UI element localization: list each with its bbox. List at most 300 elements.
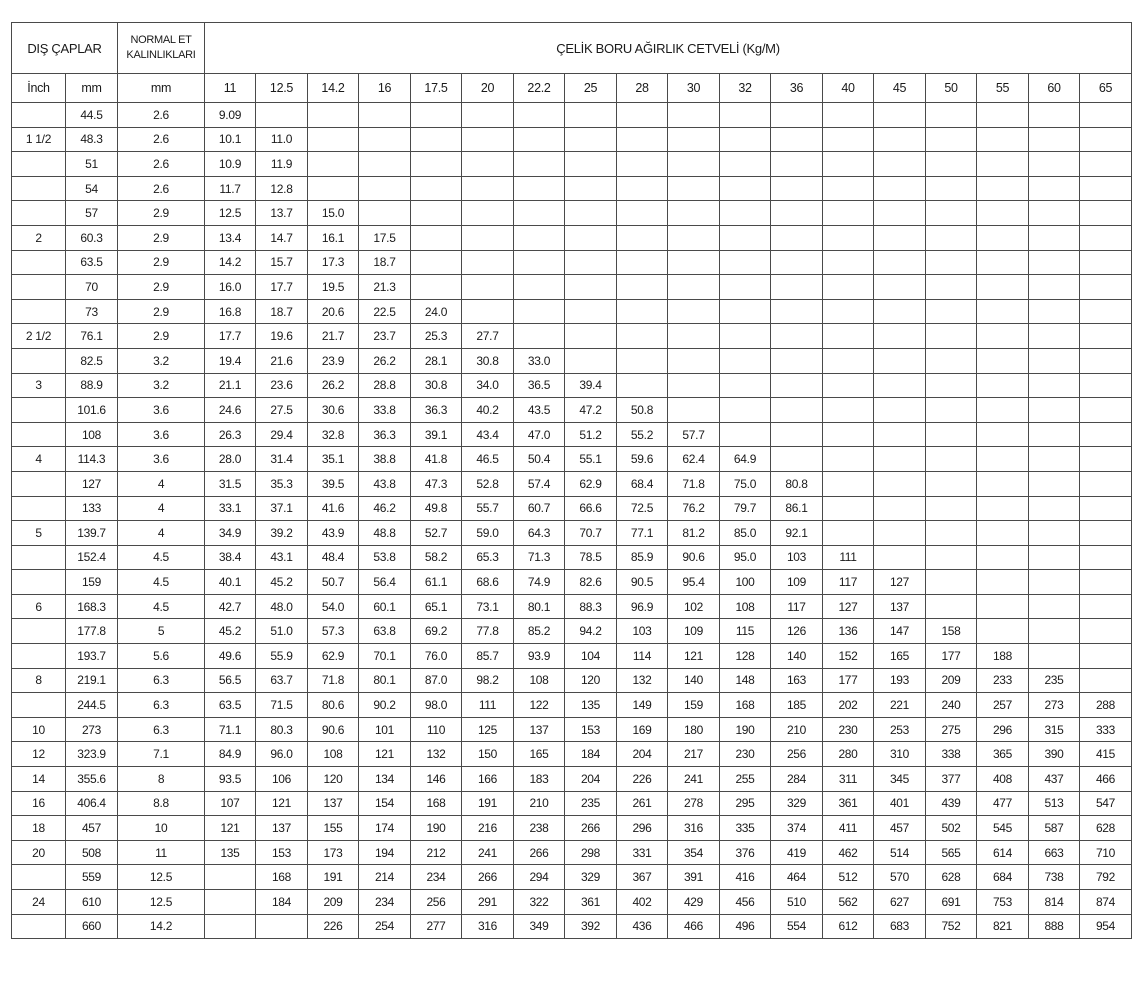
inch-cell — [12, 644, 66, 669]
weight-cell: 31.4 — [256, 447, 308, 472]
weight-cell: 155 — [308, 816, 359, 841]
weight-cell: 46.5 — [462, 447, 514, 472]
thickness-header: 30 — [668, 74, 720, 103]
weight-cell — [462, 127, 514, 152]
weight-cell: 111 — [823, 545, 874, 570]
mm-cell: 457 — [66, 816, 118, 841]
weight-cell: 21.7 — [308, 324, 359, 349]
table-row — [12, 398, 1132, 423]
table-row — [12, 570, 1132, 595]
weight-cell: 109 — [771, 570, 823, 595]
weight-cell: 234 — [411, 865, 462, 890]
weight-cell — [926, 348, 977, 373]
weight-cell: 58.2 — [411, 545, 462, 570]
weight-cell: 71.5 — [256, 693, 308, 718]
pipe-weight-table — [11, 22, 1132, 939]
weight-cell — [668, 324, 720, 349]
weight-cell: 502 — [926, 816, 977, 841]
weight-cell — [462, 152, 514, 177]
wall-thickness-cell: 3.2 — [118, 348, 205, 373]
weight-cell: 108 — [308, 742, 359, 767]
weight-cell — [977, 570, 1029, 595]
weight-cell: 256 — [771, 742, 823, 767]
weight-cell: 109 — [668, 619, 720, 644]
table-body — [12, 103, 1132, 939]
wall-thickness-cell: 3.6 — [118, 447, 205, 472]
weight-cell: 104 — [565, 644, 617, 669]
inch-cell: 12 — [12, 742, 66, 767]
weight-cell: 255 — [720, 767, 771, 792]
weight-cell: 98.2 — [462, 668, 514, 693]
weight-cell: 21.1 — [205, 373, 256, 398]
weight-cell: 48.0 — [256, 594, 308, 619]
weight-cell — [823, 471, 874, 496]
thickness-header: 11 — [205, 74, 256, 103]
wall-thickness-cell: 4.5 — [118, 545, 205, 570]
weight-cell: 117 — [771, 594, 823, 619]
weight-cell: 90.2 — [359, 693, 411, 718]
weight-cell: 15.7 — [256, 250, 308, 275]
weight-cell — [720, 250, 771, 275]
inch-cell: 2 1/2 — [12, 324, 66, 349]
weight-cell — [1080, 348, 1132, 373]
weight-cell: 28.1 — [411, 348, 462, 373]
weight-cell — [771, 103, 823, 128]
weight-cell: 108 — [514, 668, 565, 693]
weight-cell — [874, 103, 926, 128]
weight-cell — [874, 250, 926, 275]
weight-cell — [771, 447, 823, 472]
weight-cell: 217 — [668, 742, 720, 767]
wall-thickness-cell: 2.6 — [118, 127, 205, 152]
weight-cell: 614 — [977, 840, 1029, 865]
weight-cell: 148 — [720, 668, 771, 693]
weight-cell — [977, 545, 1029, 570]
thickness-header: 55 — [977, 74, 1029, 103]
weight-cell: 17.7 — [205, 324, 256, 349]
weight-cell: 173 — [308, 840, 359, 865]
weight-cell: 90.6 — [308, 717, 359, 742]
weight-cell — [977, 176, 1029, 201]
weight-cell: 95.0 — [720, 545, 771, 570]
weight-cell: 888 — [1029, 914, 1080, 939]
weight-cell: 47.2 — [565, 398, 617, 423]
weight-cell: 16.1 — [308, 225, 359, 250]
wall-thickness-cell: 2.9 — [118, 225, 205, 250]
weight-cell: 125 — [462, 717, 514, 742]
weight-cell: 374 — [771, 816, 823, 841]
weight-cell: 322 — [514, 890, 565, 915]
weight-cell — [514, 176, 565, 201]
weight-cell — [462, 225, 514, 250]
weight-cell — [926, 299, 977, 324]
weight-cell — [308, 127, 359, 152]
weight-cell: 110 — [411, 717, 462, 742]
weight-cell — [874, 373, 926, 398]
inch-cell — [12, 275, 66, 300]
table-row — [12, 275, 1132, 300]
wall-thickness-cell: 8 — [118, 767, 205, 792]
weight-cell: 753 — [977, 890, 1029, 915]
weight-cell: 280 — [823, 742, 874, 767]
weight-cell — [514, 127, 565, 152]
weight-cell — [514, 225, 565, 250]
weight-cell — [926, 422, 977, 447]
weight-cell — [617, 152, 668, 177]
weight-cell — [977, 422, 1029, 447]
weight-cell — [771, 275, 823, 300]
mm-cell: 152.4 — [66, 545, 118, 570]
inch-cell — [12, 348, 66, 373]
weight-cell: 165 — [514, 742, 565, 767]
weight-cell: 627 — [874, 890, 926, 915]
weight-cell: 316 — [462, 914, 514, 939]
thickness-header: 17.5 — [411, 74, 462, 103]
inch-column-header: İnch — [12, 74, 66, 103]
weight-cell: 78.5 — [565, 545, 617, 570]
weight-cell: 77.1 — [617, 521, 668, 546]
weight-cell: 253 — [874, 717, 926, 742]
mm-cell: 60.3 — [66, 225, 118, 250]
weight-cell — [514, 250, 565, 275]
weight-cell — [462, 176, 514, 201]
table-row — [12, 127, 1132, 152]
weight-cell — [823, 152, 874, 177]
weight-cell: 33.8 — [359, 398, 411, 423]
mm-cell: 82.5 — [66, 348, 118, 373]
wall-thickness-cell: 4 — [118, 521, 205, 546]
weight-cell: 77.8 — [462, 619, 514, 644]
weight-cell: 159 — [668, 693, 720, 718]
weight-cell: 43.9 — [308, 521, 359, 546]
weight-cell: 128 — [720, 644, 771, 669]
weight-cell: 70.7 — [565, 521, 617, 546]
table-row — [12, 103, 1132, 128]
weight-cell — [977, 299, 1029, 324]
weight-cell: 71.3 — [514, 545, 565, 570]
weight-cell — [514, 201, 565, 226]
weight-cell — [720, 127, 771, 152]
thickness-header: 45 — [874, 74, 926, 103]
inch-cell — [12, 250, 66, 275]
weight-cell — [565, 103, 617, 128]
inch-cell: 18 — [12, 816, 66, 841]
weight-cell — [926, 521, 977, 546]
weight-cell: 792 — [1080, 865, 1132, 890]
weight-cell — [617, 324, 668, 349]
weight-cell: 41.6 — [308, 496, 359, 521]
mm-cell: 244.5 — [66, 693, 118, 718]
header-row — [12, 23, 1132, 74]
weight-cell: 51.0 — [256, 619, 308, 644]
weight-cell: 102 — [668, 594, 720, 619]
weight-cell: 96.9 — [617, 594, 668, 619]
weight-cell: 209 — [926, 668, 977, 693]
weight-cell: 59.6 — [617, 447, 668, 472]
weight-cell: 137 — [308, 791, 359, 816]
weight-cell: 65.3 — [462, 545, 514, 570]
mm-cell: 114.3 — [66, 447, 118, 472]
weight-cell: 153 — [565, 717, 617, 742]
mm-cell: 76.1 — [66, 324, 118, 349]
weight-cell: 565 — [926, 840, 977, 865]
thickness-header: 32 — [720, 74, 771, 103]
weight-cell: 241 — [668, 767, 720, 792]
weight-cell: 235 — [565, 791, 617, 816]
wall-thickness-cell: 6.3 — [118, 717, 205, 742]
weight-cell — [1080, 422, 1132, 447]
weight-cell — [1080, 176, 1132, 201]
weight-cell — [977, 225, 1029, 250]
weight-cell — [1080, 201, 1132, 226]
weight-cell: 226 — [617, 767, 668, 792]
weight-cell — [462, 103, 514, 128]
weight-cell: 74.9 — [514, 570, 565, 595]
weight-cell: 146 — [411, 767, 462, 792]
wall-thickness-header — [118, 23, 205, 74]
weight-cell — [823, 521, 874, 546]
weight-cell: 121 — [205, 816, 256, 841]
mm-cell: 73 — [66, 299, 118, 324]
table-row — [12, 225, 1132, 250]
thickness-header: 36 — [771, 74, 823, 103]
weight-cell — [668, 275, 720, 300]
weight-cell: 365 — [977, 742, 1029, 767]
weight-cell: 107 — [205, 791, 256, 816]
weight-cell: 21.3 — [359, 275, 411, 300]
weight-cell: 26.2 — [308, 373, 359, 398]
thickness-header: 22.2 — [514, 74, 565, 103]
weight-cell: 416 — [720, 865, 771, 890]
wall-thickness-cell: 4.5 — [118, 594, 205, 619]
weight-cell: 127 — [874, 570, 926, 595]
weight-cell: 204 — [617, 742, 668, 767]
weight-cell: 464 — [771, 865, 823, 890]
weight-cell: 39.5 — [308, 471, 359, 496]
weight-cell — [668, 225, 720, 250]
weight-cell: 62.9 — [565, 471, 617, 496]
weight-cell: 411 — [823, 816, 874, 841]
weight-cell: 93.5 — [205, 767, 256, 792]
weight-cell: 710 — [1080, 840, 1132, 865]
weight-cell: 466 — [1080, 767, 1132, 792]
weight-cell — [823, 201, 874, 226]
weight-cell: 95.4 — [668, 570, 720, 595]
weight-cell: 188 — [977, 644, 1029, 669]
inch-cell — [12, 471, 66, 496]
weight-cell: 126 — [771, 619, 823, 644]
weight-cell: 377 — [926, 767, 977, 792]
weight-cell: 68.4 — [617, 471, 668, 496]
weight-cell: 73.1 — [462, 594, 514, 619]
mm-cell: 57 — [66, 201, 118, 226]
weight-cell: 545 — [977, 816, 1029, 841]
weight-cell — [823, 299, 874, 324]
inch-cell — [12, 496, 66, 521]
weight-cell — [1029, 348, 1080, 373]
thickness-header: 40 — [823, 74, 874, 103]
weight-cell: 408 — [977, 767, 1029, 792]
weight-cell — [874, 398, 926, 423]
inch-cell — [12, 299, 66, 324]
inch-cell — [12, 570, 66, 595]
weight-cell: 23.6 — [256, 373, 308, 398]
weight-cell: 26.2 — [359, 348, 411, 373]
weight-cell — [977, 521, 1029, 546]
weight-cell — [1080, 250, 1132, 275]
weight-cell — [926, 152, 977, 177]
weight-cell: 212 — [411, 840, 462, 865]
weight-cell: 149 — [617, 693, 668, 718]
weight-cell — [977, 275, 1029, 300]
weight-cell: 134 — [359, 767, 411, 792]
weight-cell: 16.0 — [205, 275, 256, 300]
weight-cell: 137 — [514, 717, 565, 742]
table-row — [12, 816, 1132, 841]
table-row — [12, 496, 1132, 521]
weight-cell — [1080, 644, 1132, 669]
weight-cell: 121 — [256, 791, 308, 816]
weight-cell: 11.9 — [256, 152, 308, 177]
mm-cell: 219.1 — [66, 668, 118, 693]
weight-cell: 17.7 — [256, 275, 308, 300]
weight-cell — [977, 471, 1029, 496]
mm-cell: 177.8 — [66, 619, 118, 644]
inch-cell — [12, 176, 66, 201]
weight-cell — [1080, 127, 1132, 152]
weight-cell: 36.3 — [411, 398, 462, 423]
weight-cell: 90.6 — [668, 545, 720, 570]
weight-cell — [1080, 619, 1132, 644]
weight-cell — [874, 471, 926, 496]
weight-cell: 165 — [874, 644, 926, 669]
wall-thickness-cell: 12.5 — [118, 865, 205, 890]
weight-cell — [771, 127, 823, 152]
weight-cell — [1080, 398, 1132, 423]
weight-cell — [771, 201, 823, 226]
weight-cell — [1029, 152, 1080, 177]
weight-cell: 43.4 — [462, 422, 514, 447]
weight-cell: 45.2 — [256, 570, 308, 595]
weight-cell — [926, 471, 977, 496]
weight-cell — [1029, 324, 1080, 349]
weight-cell — [565, 127, 617, 152]
weight-cell: 345 — [874, 767, 926, 792]
weight-cell: 11.0 — [256, 127, 308, 152]
weight-cell — [1029, 373, 1080, 398]
weight-cell — [668, 127, 720, 152]
weight-cell: 45.2 — [205, 619, 256, 644]
weight-cell: 180 — [668, 717, 720, 742]
outer-diameter-header: DIŞ ÇAPLAR — [12, 23, 118, 74]
weight-cell: 71.8 — [308, 668, 359, 693]
weight-cell — [926, 176, 977, 201]
weight-cell: 13.7 — [256, 201, 308, 226]
weight-cell: 821 — [977, 914, 1029, 939]
weight-cell — [617, 250, 668, 275]
weight-cell: 514 — [874, 840, 926, 865]
weight-cell — [823, 176, 874, 201]
weight-cell: 35.3 — [256, 471, 308, 496]
weight-cell: 63.5 — [205, 693, 256, 718]
weight-cell: 57.7 — [668, 422, 720, 447]
weight-cell: 60.1 — [359, 594, 411, 619]
weight-cell: 86.1 — [771, 496, 823, 521]
weight-cell: 562 — [823, 890, 874, 915]
weight-cell: 154 — [359, 791, 411, 816]
weight-cell: 311 — [823, 767, 874, 792]
weight-cell — [1029, 176, 1080, 201]
weight-cell: 43.8 — [359, 471, 411, 496]
wall-thickness-cell: 2.9 — [118, 275, 205, 300]
weight-cell — [823, 225, 874, 250]
table-row — [12, 324, 1132, 349]
weight-cell: 612 — [823, 914, 874, 939]
weight-cell: 57.3 — [308, 619, 359, 644]
wall-thickness-cell: 3.6 — [118, 398, 205, 423]
weight-cell — [926, 570, 977, 595]
weight-cell — [1029, 594, 1080, 619]
weight-cell — [720, 201, 771, 226]
weight-cell — [874, 225, 926, 250]
weight-cell — [514, 324, 565, 349]
weight-cell — [771, 373, 823, 398]
weight-cell: 158 — [926, 619, 977, 644]
weight-cell — [823, 275, 874, 300]
weight-cell: 101 — [359, 717, 411, 742]
weight-cell: 663 — [1029, 840, 1080, 865]
weight-cell: 85.9 — [617, 545, 668, 570]
weight-cell — [977, 324, 1029, 349]
inch-cell — [12, 914, 66, 939]
weight-cell: 333 — [1080, 717, 1132, 742]
weight-cell: 88.3 — [565, 594, 617, 619]
weight-cell — [977, 373, 1029, 398]
weight-cell: 496 — [720, 914, 771, 939]
weight-cell — [874, 324, 926, 349]
weight-cell: 221 — [874, 693, 926, 718]
weight-cell: 210 — [514, 791, 565, 816]
weight-cell: 53.8 — [359, 545, 411, 570]
wall-thickness-cell: 14.2 — [118, 914, 205, 939]
inch-cell: 3 — [12, 373, 66, 398]
wall-thickness-cell: 2.6 — [118, 152, 205, 177]
weight-cell: 174 — [359, 816, 411, 841]
weight-cell: 21.6 — [256, 348, 308, 373]
weight-cell — [1029, 619, 1080, 644]
table-title: ÇELİK BORU AĞIRLIK CETVELİ (Kg/M) — [205, 23, 1132, 74]
weight-cell: 19.6 — [256, 324, 308, 349]
weight-cell: 361 — [823, 791, 874, 816]
weight-cell: 70.1 — [359, 644, 411, 669]
weight-cell: 9.09 — [205, 103, 256, 128]
weight-cell: 296 — [977, 717, 1029, 742]
weight-cell: 80.8 — [771, 471, 823, 496]
table-row — [12, 176, 1132, 201]
weight-cell: 10.9 — [205, 152, 256, 177]
weight-cell: 204 — [565, 767, 617, 792]
thickness-header: 12.5 — [256, 74, 308, 103]
weight-cell: 185 — [771, 693, 823, 718]
weight-cell: 55.2 — [617, 422, 668, 447]
weight-cell: 20.6 — [308, 299, 359, 324]
weight-cell — [977, 496, 1029, 521]
weight-cell — [720, 324, 771, 349]
table-row — [12, 201, 1132, 226]
weight-cell: 257 — [977, 693, 1029, 718]
weight-cell — [1080, 225, 1132, 250]
weight-cell: 191 — [308, 865, 359, 890]
